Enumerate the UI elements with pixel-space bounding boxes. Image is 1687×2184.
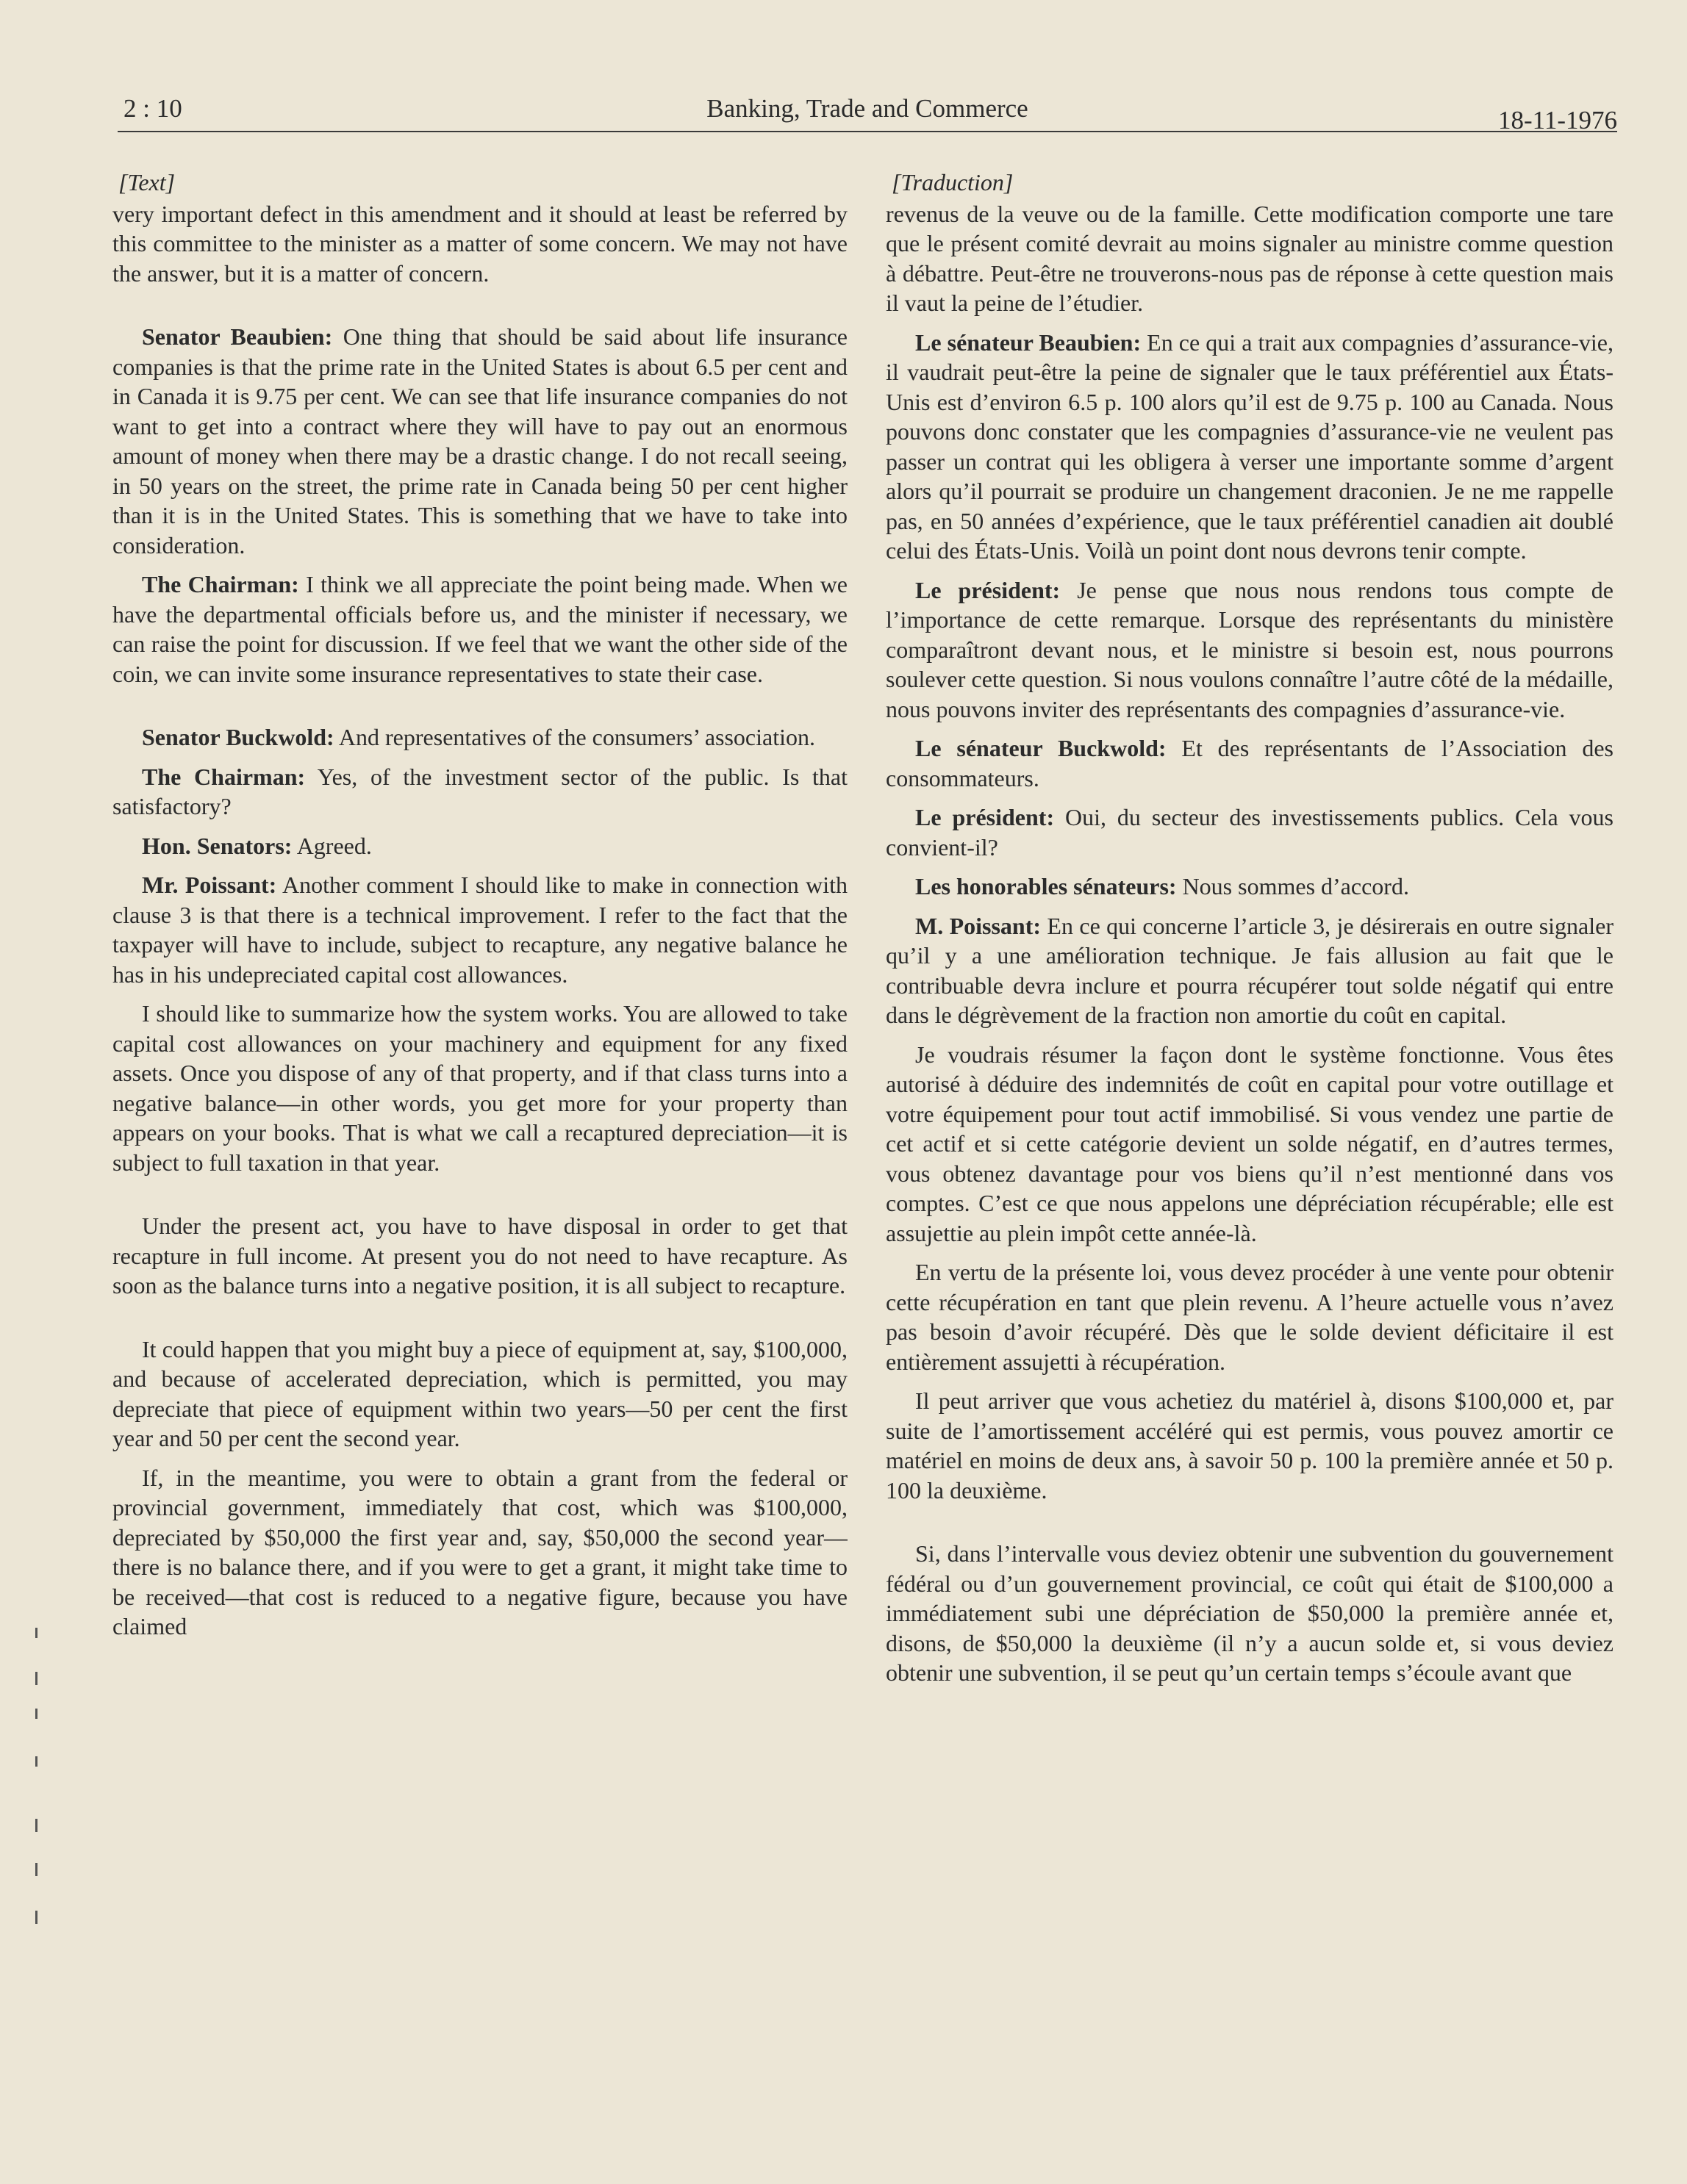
header-rule (118, 131, 1617, 132)
speaker-name: Le président: (915, 804, 1055, 830)
paragraph: revenus de la veuve ou de la famille. Cette modification comporte une tare que le présent comité devrait au moins signaler au ministre comme question à débattre. Peut-être ne trouverons-nous pas de réponse à cette question mais il vaut la peine de l’étudier. (886, 200, 1613, 316)
speaker-name: M. Poissant: (915, 912, 1042, 939)
paragraph: Je voudrais résumer la façon dont le système fonctionne. Vous êtes autorisé à déduire des indemnités de coût en capital pour votre outillage et votre équipement pour tout actif immobilisé. Si vous vendez une partie de cet actif et si cette catégorie devient un solde négatif, en d’autres termes, vous obtenez davantage pour vos biens qu’il n’est mentionné dans vos comptes. C’est ce que nous appelons une dépréciation récupérable; elle est assujettie au plein impôt cette année-là. (886, 1041, 1613, 1246)
speech-text: Another comment I should like to make in connection with clause 3 is that there is a technical improvement. I refer to the fact that the taxpayer will have to include, subject to recapture, any negative balance he has in his undepreciated capital cost allowances. (112, 872, 848, 988)
speech-paragraph (886, 328, 1613, 566)
speaker-name: Le sénateur Buckwold: (915, 735, 1167, 761)
speech-paragraph (112, 322, 848, 560)
margin-mark (35, 1911, 37, 1924)
paragraph: Il peut arriver que vous achetiez du matériel à, disons $100,000 et, par suite de l’amortissement accéléré qui est permis, vous pouvez amortir ce matériel en moins de deux ans, à savoir 50 p. 100 la première année et 50 p. 100 la deuxième. (886, 1387, 1613, 1504)
page-number: 2 : 10 (123, 94, 182, 123)
speaker-name: Le président: (915, 576, 1061, 603)
speech-text: En ce qui concerne l’article 3, je désirerais en outre signaler qu’il y a une amélioration technique. Je fais allusion au fait que le contribuable devra inclure et pourra récupérer tout solde négatif qui entre dans le dégrèvement de la fraction non amortie du coût en capital. (886, 912, 1613, 1028)
speech-text: One thing that should be said about life insurance companies is that the prime rate in the United States is about 6.5 per cent and in Canada it is 9.75 per cent. We can see that life insurance companies do not want to get into a contract where they will have to pay out an enormous amount of money when there may be a drastic change. I do not recall seeing, in 50 years on the street, the prime rate in Canada being 50 per cent higher than it is in the United States. This is something that we have to take into consideration. (112, 323, 848, 558)
paragraph: It could happen that you might buy a piece of equipment at, say, $100,000, and because of accelerated depreciation, which is permitted, you may depreciate that piece of equipment within two years—50 per cent the first year and 50 per cent the second year. (112, 1335, 848, 1451)
paragraph: En vertu de la présente loi, vous devez procéder à une vente pour obtenir cette récupération en tant que plein revenu. A l’heure actuelle vous n’avez pas besoin d’avoir récupéré. Dès que le solde devient déficitaire il est entièrement assujetti à récupération. (886, 1259, 1613, 1375)
margin-mark (35, 1863, 37, 1876)
french-column (886, 168, 1613, 2152)
speaker-name: Senator Beaubien: (142, 323, 333, 350)
publication-title: Banking, Trade and Commerce (706, 94, 1028, 123)
paragraph: very important defect in this amendment and it should at least be referred by this committee to the minister as a matter of some concern. We may not have the answer, but it is a matter of concern. (112, 200, 848, 287)
speech-paragraph (112, 722, 848, 752)
column-tag: [Text] (118, 169, 176, 195)
speech-text: Agreed. (292, 832, 372, 859)
speech-text: Nous sommes d’accord. (1176, 873, 1409, 899)
column-tag: [Traduction] (892, 169, 1014, 195)
speaker-name: Les honorables sénateurs: (915, 873, 1177, 899)
speech-text: Et des représentants de l’Association des consommateurs. (886, 735, 1613, 791)
margin-mark (35, 1628, 37, 1638)
speech-paragraph (112, 870, 848, 989)
speech-paragraph (112, 831, 848, 861)
speaker-name: Hon. Senators: (142, 832, 293, 859)
paragraph: I should like to summarize how the system works. You are allowed to take capital cost allowances on your machinery and equipment for any fixed assets. Once you dispose of any of that property, and if that class turns into a negative balance—in other words, you get more for your property than appears on your books. That is what we call a recaptured depreciation—it is subject to full taxation in that year. (112, 1000, 848, 1176)
margin-mark (35, 1709, 37, 1719)
speech-paragraph (886, 911, 1613, 1030)
binding-margin-marks (35, 1628, 43, 1936)
paragraph: If, in the meantime, you were to obtain a grant from the federal or provincial government, immediately that cost, which was $100,000, depreciated by $50,000 the first year and, say, $50,000 the second year—there is no balance there, and if you were to get a grant, it might take time to be received—that cost is reduced to a negative figure, because you have claimed (112, 1464, 848, 1639)
english-column (112, 168, 848, 2152)
issue-date: 18-11-1976 (1497, 106, 1617, 134)
speaker-name: Le sénateur Beaubien: (915, 328, 1142, 356)
speech-text: And representatives of the consumers’ association. (334, 724, 815, 750)
speaker-name: Senator Buckwold: (142, 724, 334, 750)
speaker-name: Mr. Poissant: (142, 872, 277, 898)
speech-paragraph (886, 872, 1613, 902)
speech-paragraph (886, 802, 1613, 862)
speaker-name: The Chairman: (142, 571, 299, 597)
margin-mark (35, 1756, 37, 1767)
speech-text: Yes, of the investment sector of the public. Is that satisfactory? (112, 763, 848, 819)
speech-paragraph (886, 733, 1613, 793)
speech-paragraph (112, 762, 848, 822)
speech-text: Oui, du secteur des investissements publics. Cela vous convient-il? (886, 804, 1613, 861)
speaker-name: The Chairman: (142, 763, 306, 790)
speech-paragraph (886, 575, 1613, 725)
speech-text: I think we all appreciate the point being made. When we have the departmental officials before us, and the minister if necessary, we can raise the point for discussion. If we feel that we want the other side of the coin, we can invite some insurance representatives to state their case. (112, 571, 848, 687)
speech-text: Je pense que nous nous rendons tous compte de l’importance de cette remarque. Lorsque des représentants du ministère comparaîtront devant nous, et le ministre si besoin est, nous pourrons soulever cette question. Si nous voulons connaître l’autre côté de la médaille, nous pouvons inviter des représentants des compagnies d’assurance-vie. (886, 576, 1613, 722)
paragraph: Si, dans l’intervalle vous deviez obtenir une subvention du gouvernement fédéral ou d’un gouvernement provincial, ce coût qui était de $100,000 a immédiatement subi une dépréciation de $50,000 la première année et, disons, de $50,000 la deuxième (il n’y a aucun solde et, si vous deviez obtenir une subvention, il se peut qu’un certain temps s’écoule avant que (886, 1540, 1613, 1686)
speech-text: En ce qui a trait aux compagnies d’assurance-vie, il vaudrait peut-être la peine de signaler que le taux préférentiel aux États-Unis est d’environ 6.5 p. 100 alors qu’il est de 9.75 p. 100 au Canada. Nous pouvons donc constater que les compagnies d’assurance-vie ne veulent pas passer un contrat qui les obligera à verser une importante somme d’argent alors qu’il pourrait se produire un changement draconien. Je ne me rappelle pas, en 50 années d’expérience, que le taux préférentiel canadien ait doublé celui des États-Unis. Voilà un point dont nous devrons tenir compte. (886, 328, 1613, 564)
paragraph: Under the present act, you have to have disposal in order to get that recapture in full income. At present you do not need to have recapture. As soon as the balance turns into a negative position, it is all subject to recapture. (112, 1213, 848, 1298)
margin-mark (35, 1672, 37, 1685)
margin-mark (35, 1819, 37, 1832)
speech-paragraph (112, 570, 848, 689)
